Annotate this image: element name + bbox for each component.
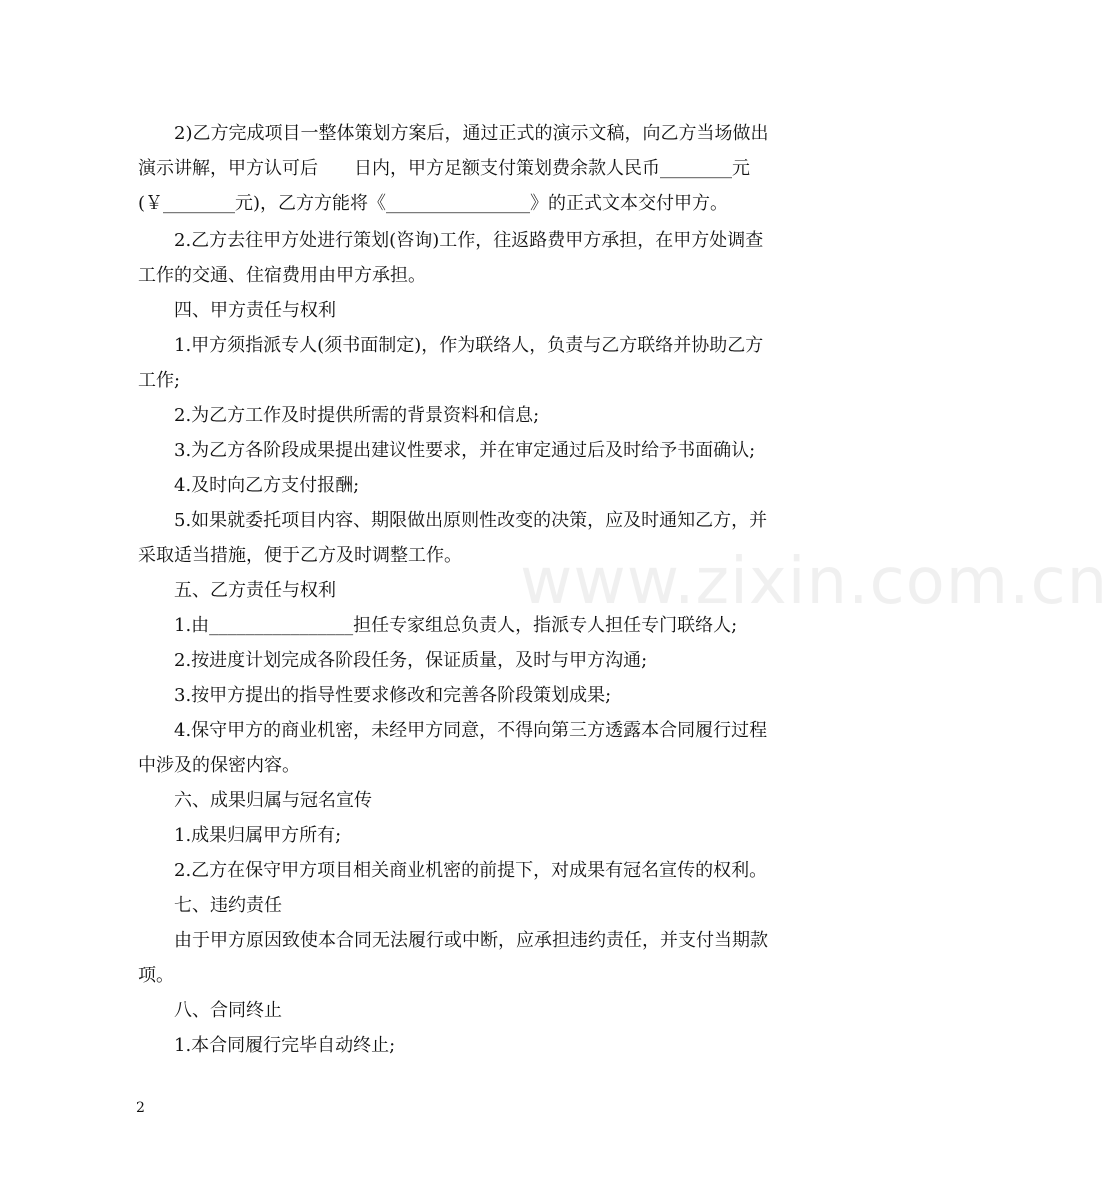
- paragraph-line: 2.为乙方工作及时提供所需的背景资料和信息;: [174, 405, 540, 426]
- section-heading: 四、甲方责任与权利: [174, 300, 336, 321]
- paragraph-line: 3.为乙方各阶段成果提出建议性要求，并在审定通过后及时给予书面确认;: [174, 440, 756, 461]
- section-heading: 七、违约责任: [174, 895, 282, 916]
- watermark: www.zixin.com.cn: [520, 545, 1108, 619]
- paragraph-line: 4.保守甲方的商业机密，未经甲方同意，不得向第三方透露本合同履行过程: [174, 720, 768, 741]
- paragraph-line: 中涉及的保密内容。: [138, 755, 300, 776]
- paragraph-line: 1.本合同履行完毕自动终止;: [174, 1035, 396, 1056]
- paragraph-line: (￥________元)，乙方方能将《________________》的正式文本交付甲方。: [138, 193, 729, 214]
- paragraph-line: 由于甲方原因致使本合同无法履行或中断，应承担违约责任，并支付当期款: [174, 930, 768, 951]
- paragraph-line: 2.按进度计划完成各阶段任务，保证质量，及时与甲方沟通;: [174, 650, 648, 671]
- paragraph-line: 4.及时向乙方支付报酬;: [174, 475, 360, 496]
- paragraph-line: 演示讲解，甲方认可后 日内，甲方足额支付策划费余款人民币________元: [138, 158, 750, 179]
- paragraph-line: 3.按甲方提出的指导性要求修改和完善各阶段策划成果;: [174, 685, 612, 706]
- paragraph-line: 1.由________________担任专家组总负责人，指派专人担任专门联络人;: [174, 615, 738, 636]
- paragraph-line: 1.甲方须指派专人(须书面制定)，作为联络人，负责与乙方联络并协助乙方: [174, 335, 764, 356]
- paragraph-line: 2.乙方去往甲方处进行策划(咨询)工作，往返路费甲方承担，在甲方处调查: [174, 230, 764, 251]
- paragraph-line: 工作;: [138, 370, 181, 391]
- paragraph-line: 项。: [138, 965, 174, 986]
- paragraph-line: 2.乙方在保守甲方项目相关商业机密的前提下，对成果有冠名宣传的权利。: [174, 860, 768, 881]
- paragraph-line: 2)乙方完成项目一整体策划方案后，通过正式的演示文稿，向乙方当场做出: [174, 123, 769, 144]
- paragraph-line: 工作的交通、住宿费用由甲方承担。: [138, 265, 426, 286]
- paragraph-line: 5.如果就委托项目内容、期限做出原则性改变的决策，应及时通知乙方，并: [174, 510, 768, 531]
- page-number: 2: [136, 1100, 145, 1116]
- paragraph-line: 1.成果归属甲方所有;: [174, 825, 342, 846]
- paragraph-line: 采取适当措施，便于乙方及时调整工作。: [138, 545, 462, 566]
- section-heading: 五、乙方责任与权利: [174, 580, 336, 601]
- section-heading: 六、成果归属与冠名宣传: [174, 790, 372, 811]
- section-heading: 八、合同终止: [174, 1000, 282, 1021]
